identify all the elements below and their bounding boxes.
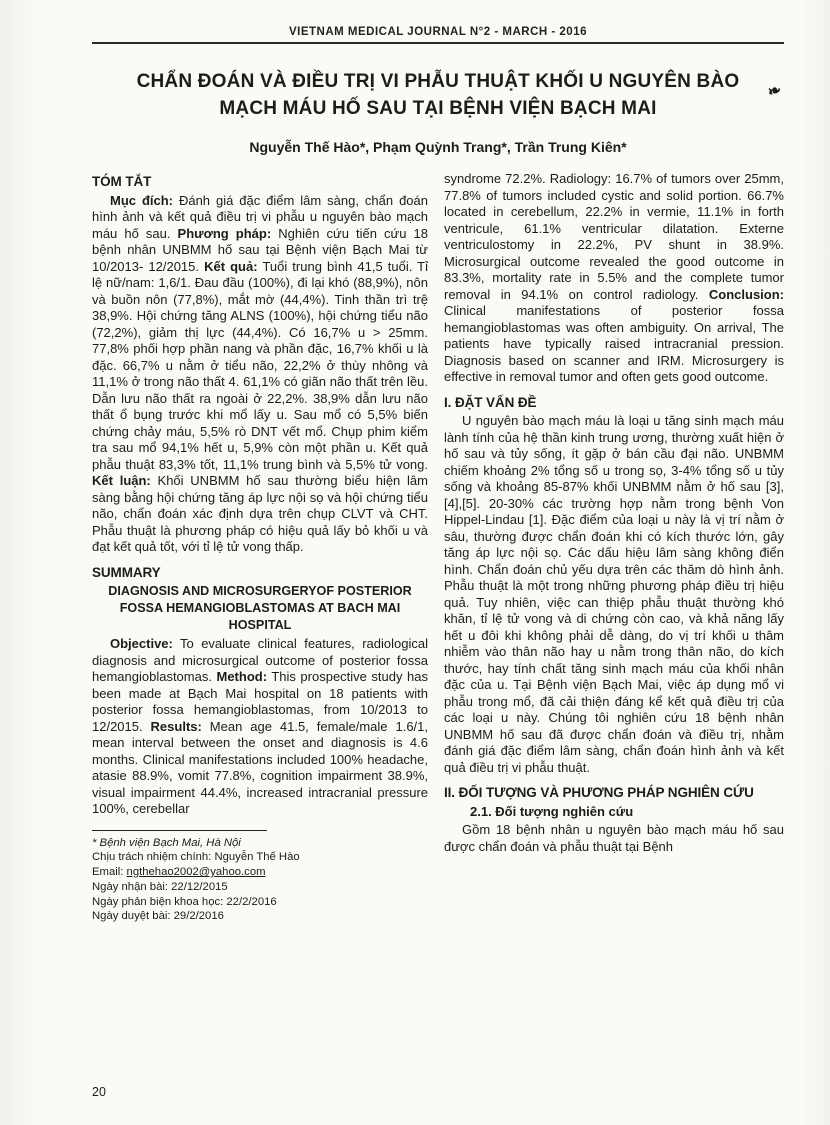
label-method: Method:: [216, 669, 268, 684]
section-1-heading: I. ĐẶT VẤN ĐỀ: [444, 394, 537, 410]
label-objective: Objective:: [110, 636, 173, 651]
label-ket-luan: Kết luận:: [92, 473, 151, 488]
footnote-rule: [92, 830, 267, 831]
abstract-en-heading: SUMMARY: [92, 564, 161, 580]
page-content: [92, 26, 784, 924]
footnote-email-line: [92, 865, 428, 880]
text-run: To evaluate clinical features, radiological diagnosis and microsurgical outcome of posterior fossa hemangioblastomas.: [92, 636, 428, 684]
label-conclusion: Conclusion:: [708, 286, 784, 302]
ink-mark-icon: ❧: [766, 81, 785, 102]
section-2-1-paragraph: Gồm 18 bệnh nhân u nguyên bào mạch máu hố sau được chẩn đoán và phẫu thuật tại Bệnh: [444, 822, 784, 854]
article-title-line2: MẠCH MÁU HỐ SAU TẠI BỆNH VIỆN BẠCH MAI: [219, 98, 657, 119]
abstract-en-subheading: DIAGNOSIS AND MICROSURGERYOF POSTERIOR FOSSA HEMANGIOBLASTOMAS AT BACH MAI HOSPITAL: [108, 584, 412, 632]
abstract-en-continuation-paragraph: [444, 171, 784, 386]
section-2-1-subheading: 2.1. Đối tượng nghiên cứu: [470, 803, 634, 819]
text-run: Mean age 41.5, female/male 1.6/1, mean interval between the onset and diagnosis is 4.6 months. Clinical manifestations included 100% headache, atasie 88.9%, vomit 77.8%, cognition impairment 38.9%, visual impairment 44.4%, increased intracranial pressure 100%, cerebellar: [92, 718, 428, 816]
footnote-reviewed: Ngày phản biện khoa học: 22/2/2016: [92, 895, 277, 908]
section-2-heading: II. ĐỐI TƯỢNG VÀ PHƯƠNG PHÁP NGHIÊN CỨU: [444, 785, 754, 800]
footnote-affiliation: * Bệnh viện Bạch Mai, Hà Nội: [92, 836, 241, 849]
text-run: Tuổi trung bình 41,5 tuổi. Tỉ lệ nữ/nam: 1,6/1. Đau đầu (100%), đi lại khó (88,9%), nôn và buồn nôn (77,8%), mắt mờ (44,4%). Tinh thần trì trệ 38,9%. Hội chứng tăng ALNS (100%), hội chứng tiểu não (72,2%), giảm thị lực (44,4%). Có 16,7% u > 25mm. 77,8% phối hợp phần nang và phần đặc, 16,7% khối u là đặc. 66,7% u nằm ở tiểu não, 22,2% ở thùy nhông và 11,1% ở trong não thất 4. 61,1% có giãn não thất trên lều. Dẫn lưu não thất ra ngoài ở 22,2%. 38,9% dẫn lưu não thất ổ bụng trước khi mổ lấy u. Sau mổ có 5,5% biến chứng chảy máu, 5,5% rò DNT vết mổ. Chụp phim kiểm tra sau mổ 94,1% hết u, 5,9% còn một phần u. Kết quả phẫu thuật 83,3% tốt, 11,1% trung bình và 5,5% tử vong.: [92, 258, 428, 472]
right-column: [444, 171, 784, 924]
article-title: [122, 68, 785, 122]
authors-line: Nguyễn Thế Hào*, Phạm Quỳnh Trang*, Trần Trung Kiên*: [249, 139, 627, 155]
label-ket-qua: Kết quả:: [204, 258, 258, 274]
footnote-email-label: Email:: [92, 866, 127, 879]
text-run: Khối UNBMM hố sau thường biểu hiện lâm sàng bằng hội chứng tăng áp lực nội sọ và hội chứng tiểu não, chẩn đoán xác định dựa trên chụp CLVT và CHT. Phẫu thuật là phương pháp có hiệu quả lấy bỏ khối u và đạt kết quả tốt, với tỉ lệ tử vong thấp.: [92, 473, 428, 554]
label-muc-dich: Mục đích:: [110, 192, 173, 208]
text-run: syndrome 72.2%. Radiology: 16.7% of tumors over 25mm, 77.8% of tumors included cystic and solid portion. 66.7% located in cerebellum, 22.2% in vermie, 11.1% in forth ventricule, 61.1% ventricular dilatation. Externe ventriculostomy in 22.2%, PV shunt in 38.9%. Microsurgical outcome revealed the good outcome in 83.3%, mortality rate in 5.5% and the complete tumor removal in 94.1% on control radiology.: [444, 171, 784, 302]
footnote-responsible: Chịu trách nhiệm chính: Nguyễn Thế Hào: [92, 851, 300, 864]
footnote-email: ngthehao2002@yahoo.com: [126, 866, 266, 879]
footnote-received: Ngày nhận bài: 22/12/2015: [92, 880, 228, 893]
text-run: This prospective study has been made at Bạch Mai hospital on 18 patients with posterior fossa hemangioblastomas, from 10/2013 to 12/2015.: [92, 669, 428, 734]
label-phuong-phap: Phương pháp:: [177, 225, 272, 241]
section-1-paragraph: U nguyên bào mạch máu là loại u tăng sinh mạch máu lành tính của hệ thần kinh trung ương, thường xuất hiện ở hố sau và tủy sống, ít gặp ở bán cầu đại não. UNBMM chiếm khoảng 2% tổng số u trong sọ, 3-4% tổng số u tủy sống và khoảng 85-87% khối UNBMM nằm ở hố sau [3],[4],[5]. 20-30% các trường hợp nằm trong bệnh Von Hippel-Lindau [1]. Đặc điểm của loại u này là vị trí nằm ở sâu, thường được chẩn đoán khi có kích thước lớn, gây tăng áp lực nội sọ. Các dấu hiệu lâm sàng không điển hình. Chẩn đoán chủ yếu dựa trên các thăm dò hình ảnh. Phẫu thuật là một trong những phương pháp điều trị hiệu quả. Tuy nhiên, việc can thiệp phẫu thuật thường khó khăn, tỉ lệ tử vong và di chứng còn cao, và khả năng lấy hết u đôi khi không phải dễ dàng, do vị trí khối u thâm nhiễm vào thân não hay u nằm trong thân não, do kích thước, hay tính chất tăng sinh mạch máu của khối nhân đặc của u. Tại Bệnh viện Bạch Mai, việc áp dụng mổ vi phẫu trong mổ, đã cải thiện đáng kể kết quả điều trị của các loại u này. Chúng tôi nghiên cứu 18 bệnh nhân UNBMM hố sau đã được chẩn đoán và điều trị, nhằm đánh giá đặc điểm lâm sàng, chẩn đoán hình ảnh và kết quả điều trị vi phẫu thuật.: [444, 413, 784, 775]
journal-header: [92, 26, 784, 44]
abstract-vi-paragraph: [92, 193, 428, 556]
abstract-en-paragraph: [92, 636, 428, 818]
text-run: Đánh giá đặc điểm lâm sàng, chẩn đoán hình ảnh và kết quả điều trị vi phẫu u nguyên bào mạch máu hố sau.: [92, 192, 428, 241]
text-run: Clinical manifestations of posterior fossa hemangioblastomas was often ambiguity. On arrival, The patients have typically raised intracranial pression. Diagnosis based on scanner and IRM. Microsurgery is effective in removal tumor and often gets good outcome.: [444, 303, 784, 384]
left-column: [92, 171, 428, 924]
text-run: Nghiên cứu tiến cứu 18 bệnh nhân UNBMM hố sau tại Bệnh viện Bạch Mai từ 10/2013- 12/2015.: [92, 225, 428, 274]
footnote: [92, 830, 428, 925]
abstract-vi-heading: TÓM TẮT: [92, 174, 152, 189]
journal-header-text: VIETNAM MEDICAL JOURNAL N°2 - MARCH - 2016: [288, 26, 587, 38]
label-results: Results:: [150, 718, 202, 734]
two-column-body: [92, 171, 784, 924]
article-title-line1: CHẨN ĐOÁN VÀ ĐIỀU TRỊ VI PHẪU THUẬT KHỐI U NGUYÊN BÀO: [136, 71, 740, 92]
page-number: 20: [92, 1085, 106, 1099]
footnote-accepted: Ngày duyệt bài: 29/2/2016: [92, 910, 224, 923]
